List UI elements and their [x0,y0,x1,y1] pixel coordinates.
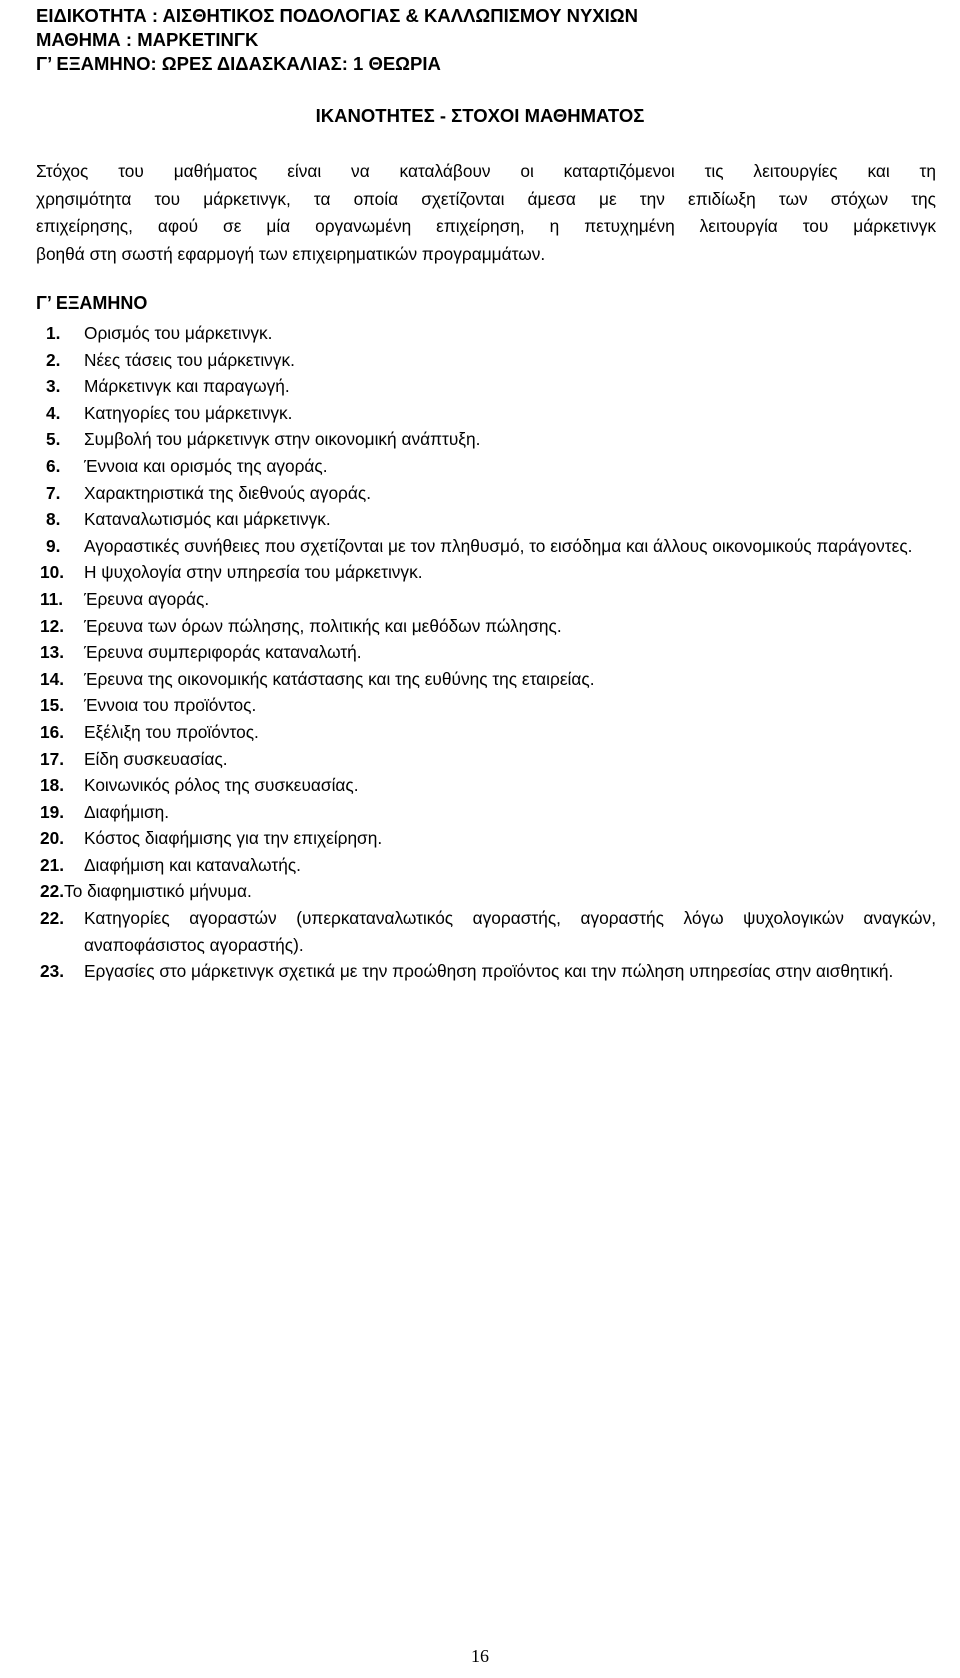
item-text: Η ψυχολογία στην υπηρεσία του μάρκετινγκ. [84,562,423,583]
intro-line: Στόχος του μαθήματος είναι να καταλάβουν οι καταρτιζόμενοι τις λειτουργίες και τη [36,161,936,181]
item-number: 12. [40,615,65,636]
item-number: 5. [46,429,61,450]
list-item [36,958,936,985]
item-text: Έρευνα της οικονομικής κατάστασης και της ευθύνης της εταιρείας. [84,668,595,689]
list-item [36,746,936,773]
item-number: 13. [40,642,65,663]
item-number: 21. [40,854,65,875]
list-item [36,852,936,879]
intro-line: επιχείρησης, αφού σε μία οργανωμένη επιχείρηση, η πετυχημένη λειτουργία του μάρκετινγκ [36,216,936,236]
item-number: 17. [40,748,65,769]
page-number: 16 [471,1646,489,1666]
item-text: Μάρκετινγκ και παραγωγή. [84,376,290,397]
list-item [36,905,936,958]
list-item [36,825,936,852]
semester-heading: Γ’ ΕΞΑΜΗΝΟ [36,293,148,313]
list-item [36,506,936,533]
item-number: 3. [46,376,61,397]
list-item [36,639,936,666]
item-text: Κατηγορίες αγοραστών (υπερκαταναλωτικός αγοραστής, αγοραστής λόγω ψυχολογικών αναγκών, αναποφάσιστος αγοραστής). [84,908,936,955]
list-item [36,692,936,719]
item-text: Νέες τάσεις του μάρκετινγκ. [84,349,295,370]
topic-list [36,320,936,985]
item-text: Έρευνα αγοράς. [84,588,210,609]
list-item [36,533,936,560]
item-text: Διαφήμιση. [84,801,170,822]
item-number: 4. [46,402,61,423]
item-text: Είδη συσκευασίας. [84,748,228,769]
list-item [36,347,936,374]
list-item [36,772,936,799]
list-item [36,878,936,905]
item-text: Αγοραστικές συνήθειες που σχετίζονται με τον πληθυσμό, το εισόδημα και άλλους οικονομικούς παράγοντες. [84,535,913,556]
list-item [36,613,936,640]
item-text: Καταναλωτισμός και μάρκετινγκ. [84,509,331,530]
list-item [36,799,936,826]
item-text: Κοινωνικός ρόλος της συσκευασίας. [84,775,359,796]
list-item [36,719,936,746]
list-item [36,400,936,427]
item-number: 22. [40,908,65,929]
item-text: Έννοια του προϊόντος. [84,695,257,716]
course-line: ΜΑΘΗΜΑ : ΜΑΡΚΕΤΙΝΓΚ [36,29,259,50]
item-text: Κατηγορίες του μάρκετινγκ. [84,402,293,423]
list-item [36,586,936,613]
list-item [36,559,936,586]
item-number: 22. [40,881,65,902]
semester-hours-line: Γ’ ΕΞΑΜΗΝΟ: ΩΡΕΣ ΔΙΔΑΣΚΑΛΙΑΣ: 1 ΘΕΩΡΙΑ [36,53,441,74]
item-number: 14. [40,668,65,689]
item-number: 10. [40,562,65,583]
intro-line: χρησιμότητα του μάρκετινγκ, τα οποία σχετίζονται άμεσα με την επιδίωξη των στόχων της [36,188,936,209]
item-text: Ορισμός του μάρκετινγκ. [84,323,273,343]
list-item [36,320,936,347]
item-number: 16. [40,721,65,742]
item-text: Έννοια και ορισμός της αγοράς. [84,455,328,476]
item-number: 15. [40,695,65,716]
document-header [36,4,936,76]
list-item [36,426,936,453]
item-number: 9. [46,535,61,556]
item-text: Έρευνα των όρων πώλησης, πολιτικής και μεθόδων πώλησης. [84,615,562,636]
list-item [36,373,936,400]
item-text: Διαφήμιση και καταναλωτής. [84,854,301,875]
item-number: 11. [40,588,64,609]
item-text: Χαρακτηριστικά της διεθνούς αγοράς. [84,482,372,503]
item-text: Εξέλιξη του προϊόντος. [84,721,259,742]
item-text: Εργασίες στο μάρκετινγκ σχετικά με την προώθηση προϊόντος και την πώληση υπηρεσίας στην αισθητική. [84,961,894,982]
item-number: 23. [40,961,65,982]
section-title: ΙΚΑΝΟΤΗΤΕΣ - ΣΤΟΧΟΙ ΜΑΘΗΜΑΤΟΣ [315,105,645,126]
intro-line: βοηθά στη σωστή εφαρμογή των επιχειρηματικών προγραμμάτων. [36,243,546,264]
item-number: 2. [46,349,61,370]
list-item [36,666,936,693]
item-number: 20. [40,828,65,849]
item-number: 19. [40,801,65,822]
item-number: 6. [46,455,61,476]
item-text: Έρευνα συμπεριφοράς καταναλωτή. [84,642,362,663]
item-number: 8. [46,509,61,530]
item-text: Συμβολή του μάρκετινγκ στην οικονομική ανάπτυξη. [84,429,481,450]
intro-paragraph [36,158,936,268]
specialty-line: ΕΙΔΙΚΟΤΗΤΑ : ΑΙΣΘΗΤΙΚΟΣ ΠΟΔΟΛΟΓΙΑΣ & ΚΑΛΛΩΠΙΣΜΟΥ ΝΥΧΙΩΝ [36,5,638,26]
item-number: 7. [46,482,61,503]
item-text: Κόστος διαφήμισης για την επιχείρηση. [84,828,383,849]
item-number: 1. [46,323,61,343]
list-item [36,453,936,480]
list-item [36,480,936,507]
item-text: Το διαφημιστικό μήνυμα. [64,881,252,902]
item-number: 18. [40,775,65,796]
